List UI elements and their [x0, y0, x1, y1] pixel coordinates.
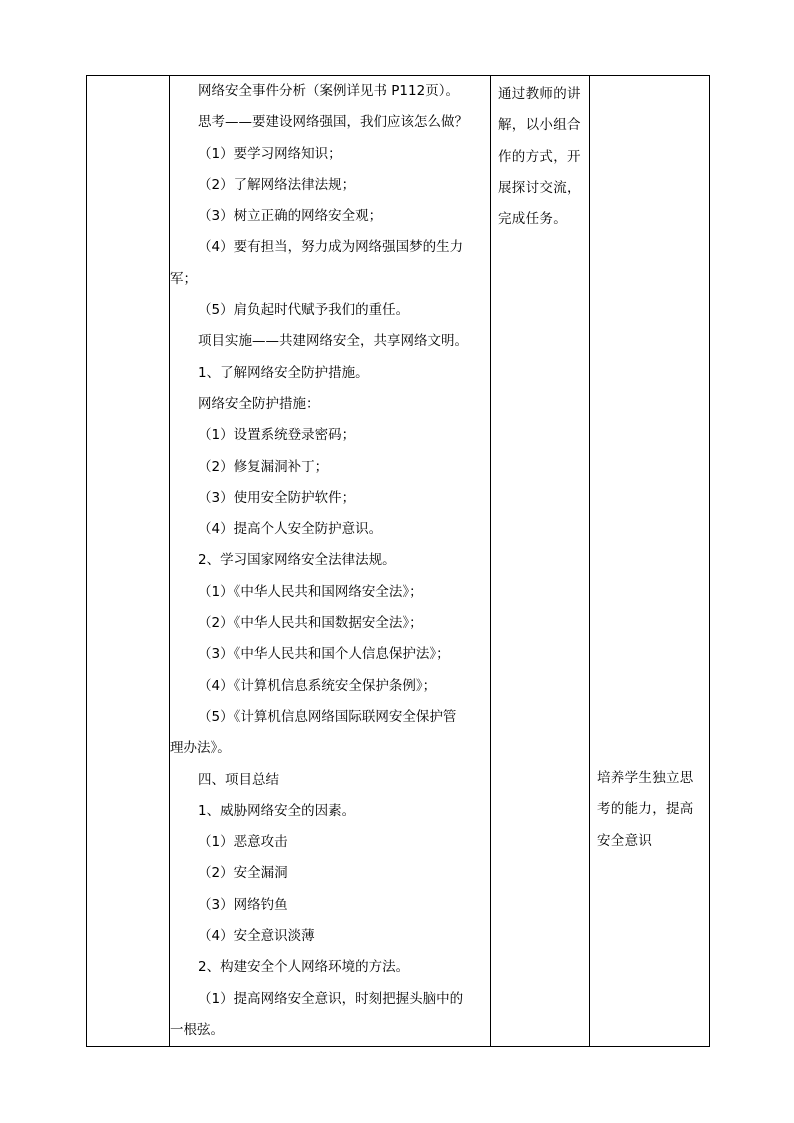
teacher-activity-line: 展探讨交流，: [498, 179, 581, 196]
content-line: 项目实施——共建网络安全，共享网络文明。: [198, 333, 468, 350]
content-line: （3）网络钓鱼: [198, 896, 288, 913]
content-line: （1）恶意攻击: [198, 834, 288, 851]
content-line: 四、项目总结: [198, 771, 279, 788]
teacher-activity-cell: [491, 76, 590, 1047]
content-line: 一根弦。: [170, 1021, 224, 1038]
content-line: （1）要学习网络知识；: [198, 145, 342, 162]
teacher-activity-line: 通过教师的讲: [498, 86, 581, 102]
content-line: （3）使用安全防护软件；: [198, 489, 356, 506]
content-line: （2）安全漏洞: [198, 865, 288, 882]
design-intent-line: 考的能力，提高: [597, 801, 694, 818]
content-line: （4）提高个人安全防护意识。: [198, 521, 383, 538]
content-line: 思考——要建设网络强国，我们应该怎么做？: [198, 114, 468, 131]
teacher-activity-line: 解，以小组合: [498, 117, 581, 134]
design-intent-line: 培养学生独立思: [597, 770, 694, 786]
content-line: （1）设置系统登录密码；: [198, 427, 356, 444]
teaching-content-cell: [170, 76, 491, 1047]
empty-cell: [87, 76, 170, 1047]
teacher-activity-text: [491, 76, 589, 235]
design-intent-spacer: [590, 76, 709, 760]
content-line: （5）肩负起时代赋予我们的重任。: [198, 302, 410, 319]
content-line: （2）修复漏洞补丁；: [198, 458, 329, 475]
content-line: （3）树立正确的网络安全观；: [198, 208, 383, 225]
content-line: （1）提高网络安全意识，时刻把握头脑中的: [198, 990, 464, 1007]
content-line: （4）要有担当，努力成为网络强国梦的生力: [198, 239, 464, 256]
design-intent-cell: [590, 76, 710, 1047]
lesson-plan-table: [86, 75, 710, 1047]
teaching-content-lines: [170, 76, 490, 1046]
content-line: 网络安全防护措施：: [198, 395, 320, 412]
content-line: 2、学习国家网络安全法律法规。: [198, 552, 396, 569]
teacher-activity-line: 完成任务。: [498, 211, 567, 228]
content-line: （2）了解网络法律法规；: [198, 176, 356, 193]
content-line: （5）《计算机信息网络国际联网安全保护管: [198, 708, 457, 725]
design-intent-line: 安全意识: [597, 832, 653, 849]
content-line: 1、威胁网络安全的因素。: [198, 802, 356, 819]
content-line: （4）安全意识淡薄: [198, 928, 315, 945]
teacher-activity-line: 作的方式，开: [498, 148, 581, 165]
content-line: 军；: [170, 270, 197, 287]
content-line: 2、构建安全个人网络环境的方法。: [198, 959, 410, 976]
table-row: [87, 76, 710, 1047]
content-line: 1、了解网络安全防护措施。: [198, 364, 369, 381]
design-intent-text: [590, 760, 709, 857]
content-line: 理办法》。: [170, 740, 231, 757]
content-line: （3）《中华人民共和国个人信息保护法》；: [198, 646, 450, 663]
content-line: 网络安全事件分析（案例详见书 P112页）。: [198, 83, 459, 99]
content-line: （1）《中华人民共和国网络安全法》；: [198, 583, 423, 600]
content-line: （2）《中华人民共和国数据安全法》；: [198, 615, 423, 632]
content-line: （4）《计算机信息系统安全保护条例》；: [198, 677, 437, 694]
